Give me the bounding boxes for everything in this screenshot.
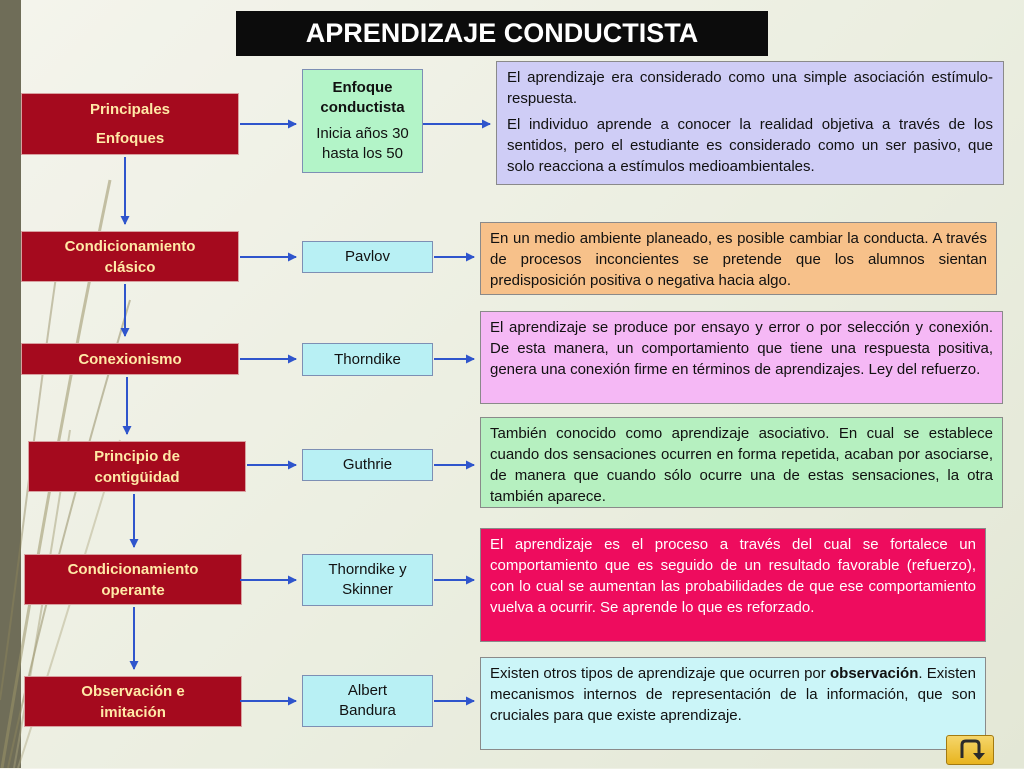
- right-box-operante-description: [480, 528, 986, 642]
- middle-box-enfoque-conductista: [302, 69, 423, 173]
- middle-box-heading: Enfoque conductista: [320, 79, 405, 116]
- right-box-paragraph: En un medio ambiente planeado, es posible cambiar la conducta. A través de procesos inconcientes se pretende que los alumnos sientan predisposición positiva o negativa hacia algo.: [490, 230, 987, 289]
- middle-box-label: Albert Bandura: [339, 682, 396, 719]
- middle-box-guthrie: [302, 449, 433, 481]
- middle-box-subtext: Inicia años 30 hasta los 50: [316, 125, 409, 162]
- right-box-bandura-description: [480, 657, 986, 750]
- right-box-paragraph: También conocido como aprendizaje asociativo. En cual se establece cuando dos sensaciones ocurren en forma repetida, acaban por asociarse, de manera que cuando sólo ocurre una de estas sensaciones, la otra también aparece.: [490, 425, 993, 505]
- middle-box-label: Thorndike: [334, 350, 401, 368]
- left-box-label: Conexionismo: [78, 350, 182, 368]
- right-box-pavlov-description: [480, 222, 997, 295]
- right-box-text-post: . Existen mecanismos internos de representación de la información, que son cruciales para que existe aprendizaje.: [490, 665, 976, 724]
- right-box-paragraph: El aprendizaje era considerado como una simple asociación estímulo-respuesta.: [507, 69, 993, 107]
- middle-box-label: Pavlov: [344, 248, 391, 265]
- middle-box-label: Thorndike y Skinner: [328, 561, 407, 598]
- return-arrow-icon: [947, 736, 993, 764]
- left-box-label-line2: Enfoques: [95, 130, 165, 147]
- left-box-observacion-imitacion: [24, 676, 242, 727]
- left-box-condicionamiento-operante: [24, 554, 242, 605]
- right-box-paragraph: El aprendizaje es el proceso a través del cual se fortalece un comportamiento que es seguido de un resultado favorable (refuerzo), con lo cual se aumentan las probabilidades de que ese comportamiento vuelva a ocurrir. Se aprende lo que es reforzado.: [490, 536, 976, 616]
- return-nav-button[interactable]: [946, 735, 994, 765]
- left-box-condicionamiento-clasico: [21, 231, 239, 282]
- left-box-label: Principio de contigüidad: [94, 447, 180, 486]
- right-box-paragraph: [490, 663, 976, 726]
- left-box-conexionismo: [21, 343, 239, 375]
- right-box-paragraph: El individuo aprende a conocer la realidad objetiva a través de los sentidos, pero el estudiante es considerado como un ser pasivo, que solo reacciona a estímulos medioambientales.: [507, 116, 993, 175]
- left-box-label-line1: Principales: [89, 101, 171, 118]
- left-box-label: Observación e imitación: [81, 682, 185, 721]
- middle-box-thorndike: [302, 343, 433, 376]
- right-box-text-bold: observación: [830, 665, 919, 682]
- right-box-thorndike-description: [480, 311, 1003, 404]
- right-box-enfoque-description: [496, 61, 1004, 185]
- middle-box-albert-bandura: [302, 675, 433, 727]
- middle-box-thorndike-skinner: [302, 554, 433, 606]
- right-box-guthrie-description: [480, 417, 1003, 508]
- middle-box-label: Guthrie: [342, 456, 393, 473]
- left-box-label: Condicionamiento clásico: [64, 237, 196, 276]
- middle-box-pavlov: [302, 241, 433, 273]
- left-box-label: Condicionamiento operante: [67, 560, 199, 599]
- right-box-paragraph: El aprendizaje se produce por ensayo y error o por selección y conexión. De esta manera, un comportamiento que tiene una respuesta positiva, genera una conexión firme en términos de aprendizajes. Ley del refuerzo.: [490, 319, 993, 378]
- left-box-principales-enfoques: [21, 93, 239, 155]
- page-title: APRENDIZAJE CONDUCTISTA: [236, 11, 768, 56]
- right-box-text-pre: Existen otros tipos de aprendizaje que ocurren por: [490, 665, 831, 682]
- left-box-principio-contiguidad: [28, 441, 246, 492]
